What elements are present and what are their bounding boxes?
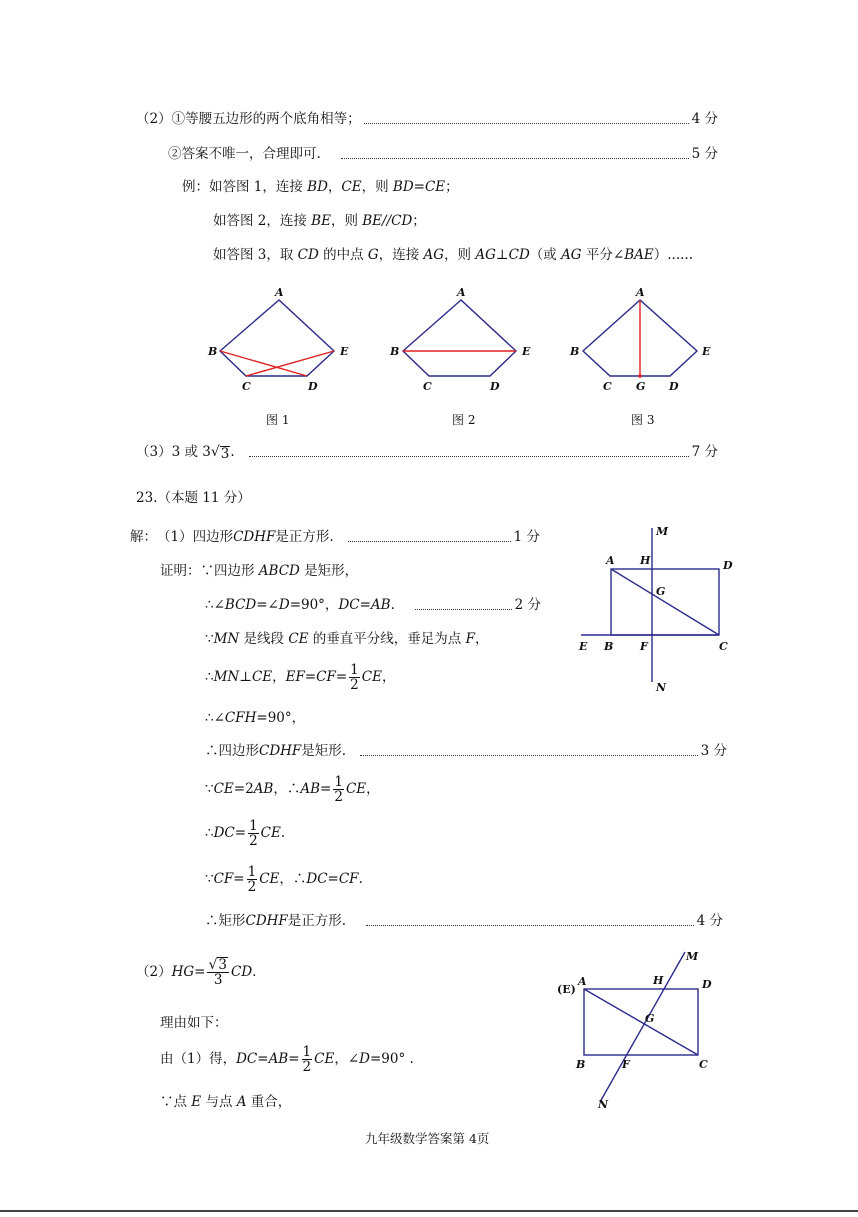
figure-1-caption: 图 1 — [266, 413, 290, 427]
label-b: B — [576, 1058, 586, 1071]
leader-dots — [341, 158, 689, 159]
label-e-paren: (E) — [557, 983, 576, 996]
proof-line-1: 证明：∵四边形 ABCD 是矩形， — [160, 563, 359, 579]
score: 7 分 — [691, 444, 718, 460]
proof-line-2: ∴∠ BCD =∠ D =90°， DC=AB . 2 分 — [205, 597, 541, 613]
proof-line-10: ∴矩形 CDHF 是正方形. 4 分 — [205, 913, 723, 929]
label-d: D — [702, 978, 712, 991]
figure-2 — [389, 286, 531, 393]
leader-dots — [249, 456, 689, 457]
proof-line-4: ∴ MN ⊥ CE ， EF=CF= $\frac{1}{2}$ CE ， — [205, 661, 396, 693]
label-a: A — [606, 554, 615, 567]
pentagon-figures — [200, 282, 740, 392]
example-2: 如答图 2，连接 BE，则 BE//CD； — [213, 213, 426, 229]
label-d: D — [669, 380, 679, 393]
score: 4 分 — [696, 913, 723, 929]
proof-line-8: ∴ DC = $\frac{1}{2}$ CE . — [205, 817, 286, 849]
label-e: E — [579, 640, 588, 653]
proof-line-5: ∴∠CFH=90°， — [205, 710, 306, 726]
proof-line-7: ∵ CE =2 AB ，∴ AB = $\frac{1}{2}$ CE ， — [205, 773, 380, 805]
rectangle-figure-2 — [550, 944, 710, 1114]
label-a: A — [275, 286, 284, 299]
label-c: C — [242, 380, 251, 393]
figure-2-caption: 图 2 — [452, 413, 476, 427]
score: 2 分 — [514, 597, 541, 613]
label-m: M — [656, 525, 669, 538]
label-f: F — [640, 640, 648, 653]
label-a: A — [457, 286, 466, 299]
fraction-half: $\frac{1}{2}$ — [334, 773, 343, 805]
reason-line-2: ∵点 E 与点 A 重合， — [160, 1094, 292, 1110]
example-3: 如答图 3，取 CD 的中点 G，连接 AG，则 AG⊥CD（或 AG 平分∠BAE）...... — [213, 247, 693, 263]
label-b: B — [390, 345, 400, 358]
reason-intro: 理由如下： — [160, 1015, 228, 1031]
label-b: B — [604, 640, 614, 653]
sqrt-3: √ 3 — [210, 444, 230, 462]
score: 3 分 — [700, 743, 727, 759]
label-e: E — [702, 345, 711, 358]
label-d: D — [723, 559, 733, 572]
label-n: N — [656, 681, 667, 694]
rectangle-figure-1 — [576, 522, 736, 697]
label-h: H — [653, 974, 664, 987]
label-a: A — [636, 286, 645, 299]
figure-3-caption: 图 3 — [631, 413, 655, 427]
fraction-sqrt3-over-3: √ 3 3 — [208, 957, 227, 988]
fraction-half: $\frac{1}{2}$ — [302, 1043, 312, 1075]
label-n: N — [598, 1098, 609, 1111]
label-c: C — [719, 640, 728, 653]
fraction-half: $\frac{1}{2}$ — [247, 863, 257, 895]
label-f: F — [622, 1058, 630, 1071]
label-a: A — [578, 975, 587, 988]
label-g: G — [636, 380, 646, 393]
leader-dots — [364, 123, 689, 124]
leader-dots — [348, 541, 511, 542]
reason-line-1: 由（1）得， DC = AB = $\frac{1}{2}$ CE ，∠ D =90° . — [160, 1043, 414, 1075]
fraction-half: $\frac{1}{2}$ — [350, 661, 359, 693]
q23-part1: 解： （1）四边形 CDHF 是正方形. 1 分 — [130, 529, 540, 545]
label-d: D — [490, 380, 500, 393]
page-footer: 九年级数学答案第 4页 — [365, 1131, 490, 1146]
figure-1 — [207, 286, 349, 393]
score: 4 分 — [691, 111, 718, 127]
leader-dots — [360, 755, 698, 756]
proof-line-6: ∴四边形 CDHF 是矩形. 3 分 — [205, 743, 727, 759]
label-c: C — [699, 1058, 708, 1071]
label-g: G — [645, 1012, 655, 1025]
label-e: E — [522, 345, 531, 358]
q22-part2-line1: （2） ①等腰五边形的两个底角相等； 4 分 — [136, 111, 718, 127]
proof-line-3: ∵MN 是线段 CE 的垂直平分线，垂足为点 F， — [205, 631, 489, 647]
label-e: E — [340, 345, 349, 358]
leader-dots — [366, 925, 694, 926]
q23-part2: （2） HG = √ 3 3 CD . — [136, 957, 257, 988]
label-c: C — [423, 380, 432, 393]
label-c: C — [603, 380, 612, 393]
label-b: B — [208, 345, 218, 358]
label-d: D — [308, 380, 318, 393]
example-1: 例：如答图 1，连接 BD，CE，则 BD=CE； — [182, 179, 459, 195]
label-g: G — [656, 585, 666, 598]
score: 1 分 — [513, 529, 540, 545]
q22-part3: （3） 3 或 3 √ 3 . 7 分 — [136, 444, 718, 462]
q22-part2-line2: ②答案不唯一，合理即可. 5 分 — [168, 146, 718, 162]
q23-title: 23.（本题 11 分） — [136, 490, 251, 506]
label-b: B — [570, 345, 580, 358]
figure-3 — [569, 286, 711, 393]
leader-dots — [415, 609, 512, 610]
label-m: M — [686, 950, 699, 963]
score: 5 分 — [691, 146, 718, 162]
bottom-rule — [0, 1210, 858, 1212]
fraction-half: $\frac{1}{2}$ — [249, 817, 258, 849]
label-h: H — [640, 554, 651, 567]
proof-line-9: ∵ CF = $\frac{1}{2}$ CE ，∴ DC=CF . — [205, 863, 363, 895]
